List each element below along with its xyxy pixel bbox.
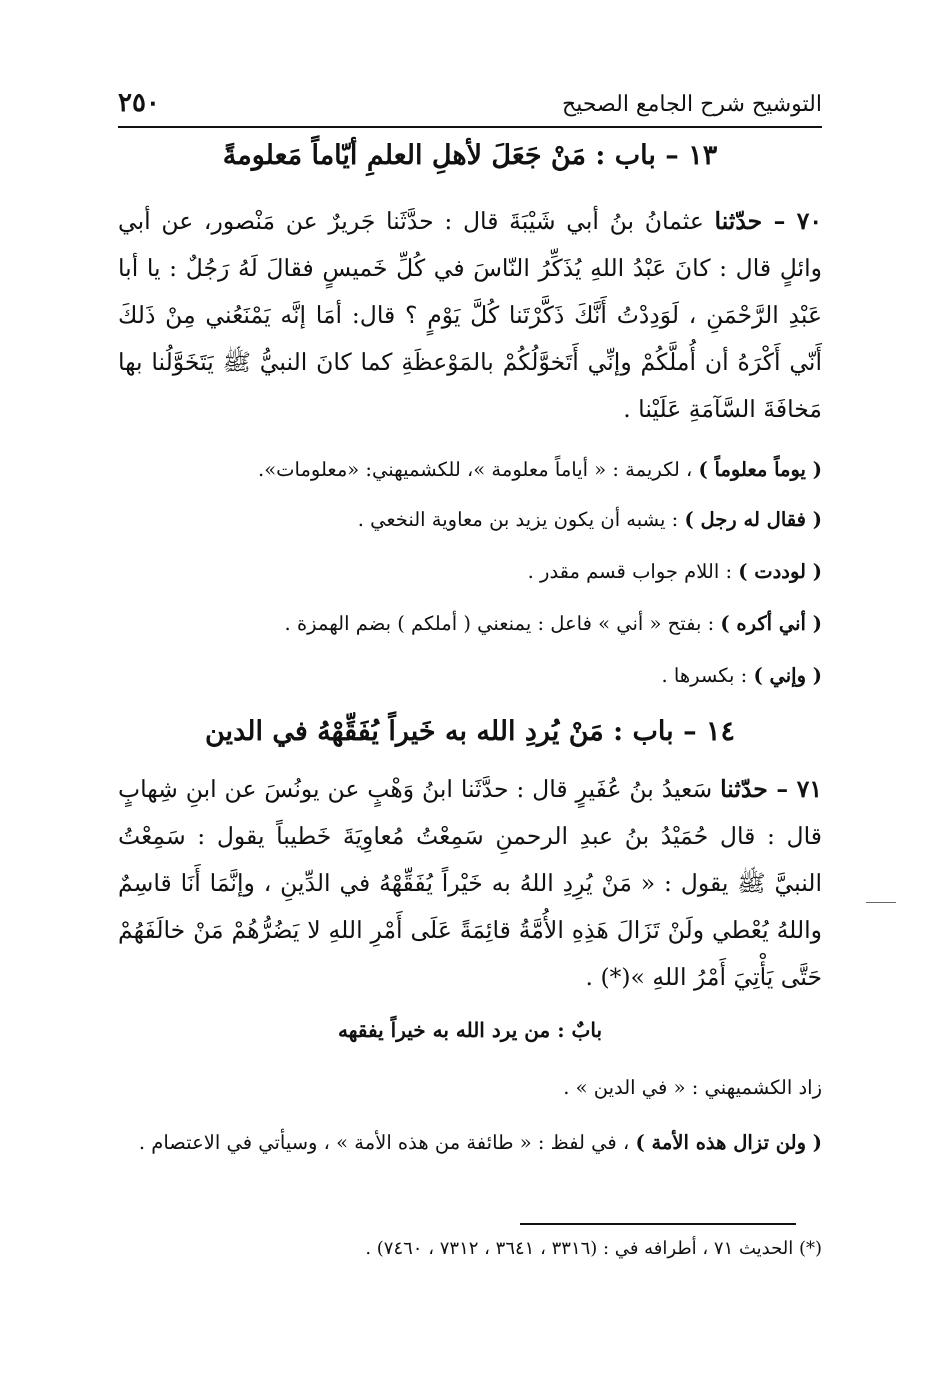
running-title: التوشيح شرح الجامع الصحيح <box>562 92 822 117</box>
header-rule <box>118 126 822 128</box>
note-text: ، لكريمة : « أياماً معلومة »، للكشميهني: «معلومات». <box>258 458 693 481</box>
note-text: : بكسرها . <box>661 664 748 687</box>
note-term: ( وإني ) <box>753 664 822 687</box>
note-text: : بفتح « أني » فاعل : يمنعني ( أملكم ) بضم الهمزة . <box>284 612 715 635</box>
note-line <box>118 506 822 534</box>
hadith-text: عثمانُ بنُ أبي شَيْبَةَ قال : حدَّثَنا جَريرٌ عن مَنْصور، عن أبي وائلٍ قال : كانَ عَبْدُ اللهِ يُذَكِّرُ النّاسَ في كُلِّ خَميسٍ فقالَ لَهُ رَجُلٌ : يا أبا عَبْدِ الرَّحْمَنِ ، لَوَدِدْتُ أَنَّكَ ذَكَّرْتَنا كُلَّ يَوْمٍ ؟ قال: أمَا إنَّه يَمْنَعُني مِنْ ذَلكَ أَنّي أَكْرَهُ أن أُملَّكُمْ وإنِّي أَتَخوَّلُكُمْ بالمَوْعظَةِ كما كانَ النبيُّ ﷺ يَتَخَوَّلُنا بها مَخافَةَ السَّآمَةِ عَلَيْنا . <box>118 207 822 423</box>
footnote: (*) الحديث ٧١ ، أطرافه في : (٣٣١٦ ، ٣٦٤١ ، ٧٣١٢ ، ٧٤٦٠) . <box>365 1238 822 1259</box>
chapter-heading-13: ١٣ – باب : مَنْ جَعَلَ لأهلِ العلمِ أيّاماً مَعلومةً <box>222 140 718 171</box>
note-term: ( فقال له رجل ) <box>684 508 822 531</box>
note-text: زاد الكشميهني : « في الدين » . <box>563 1076 822 1099</box>
note-term: ( يوماً معلوماً ) <box>698 458 822 481</box>
note-line <box>118 1074 822 1102</box>
note-text: : اللام جواب قسم مقدر . <box>527 560 733 583</box>
note-line <box>118 662 822 690</box>
page-number: ٢٥٠ <box>118 88 160 118</box>
note-line <box>118 610 822 638</box>
hadith-number: ٧٠ – حدّثنا <box>714 207 822 235</box>
chapter-heading-14: ١٤ – باب : مَنْ يُردِ الله به خَيراً يُفَقِّهْهُ في الدين <box>205 716 735 747</box>
hadith-71 <box>118 766 822 1001</box>
note-text: : يشبه أن يكون يزيد بن معاوية النخعي . <box>357 508 679 531</box>
page-header <box>118 86 822 122</box>
note-line <box>118 558 822 586</box>
note-term: ( أني أكره ) <box>720 612 822 635</box>
chapter-caption: بابٌ : من يرد الله به خيراً يفقهه <box>337 1018 603 1042</box>
hadith-number: ٧١ – حدّثنا <box>720 775 822 803</box>
hadith-70 <box>118 198 822 433</box>
hadith-text: سَعيدُ بنُ عُفَيرٍ قال : حدَّثَنا ابنُ وَهْبٍ عن يونُسَ عن ابنِ شِهابٍ قال : قال حُمَيْدُ بنُ عبدِ الرحمنِ سَمِعْتُ مُعاوِيَةَ خَطيباً يقول : سَمِعْتُ النبيَّ ﷺ يقول : « مَنْ يُرِدِ اللهُ به خَيْراً يُفَقِّهْهُ في الدِّينِ ، وإنَّمَا أَنَا قاسِمٌ واللهُ يُعْطي ولَنْ تَزَالَ هَذِهِ الأُمَّةُ قائِمَةً عَلَى أَمْرِ اللهِ لا يَضُرُّهُمْ مَنْ خالَفَهُمْ حَتَّى يَأْتِيَ أَمْرُ اللهِ »(*) . <box>118 775 822 991</box>
note-line <box>118 456 822 484</box>
margin-line <box>866 902 896 903</box>
footnote-rule <box>520 1223 796 1225</box>
note-text: ، في لفظ : « طائفة من هذه الأمة » ، وسيأتي في الاعتصام . <box>138 1131 630 1154</box>
note-term: ( لوددت ) <box>738 560 822 583</box>
note-term: ( ولن تزال هذه الأمة ) <box>635 1131 822 1154</box>
note-line <box>118 1124 822 1162</box>
